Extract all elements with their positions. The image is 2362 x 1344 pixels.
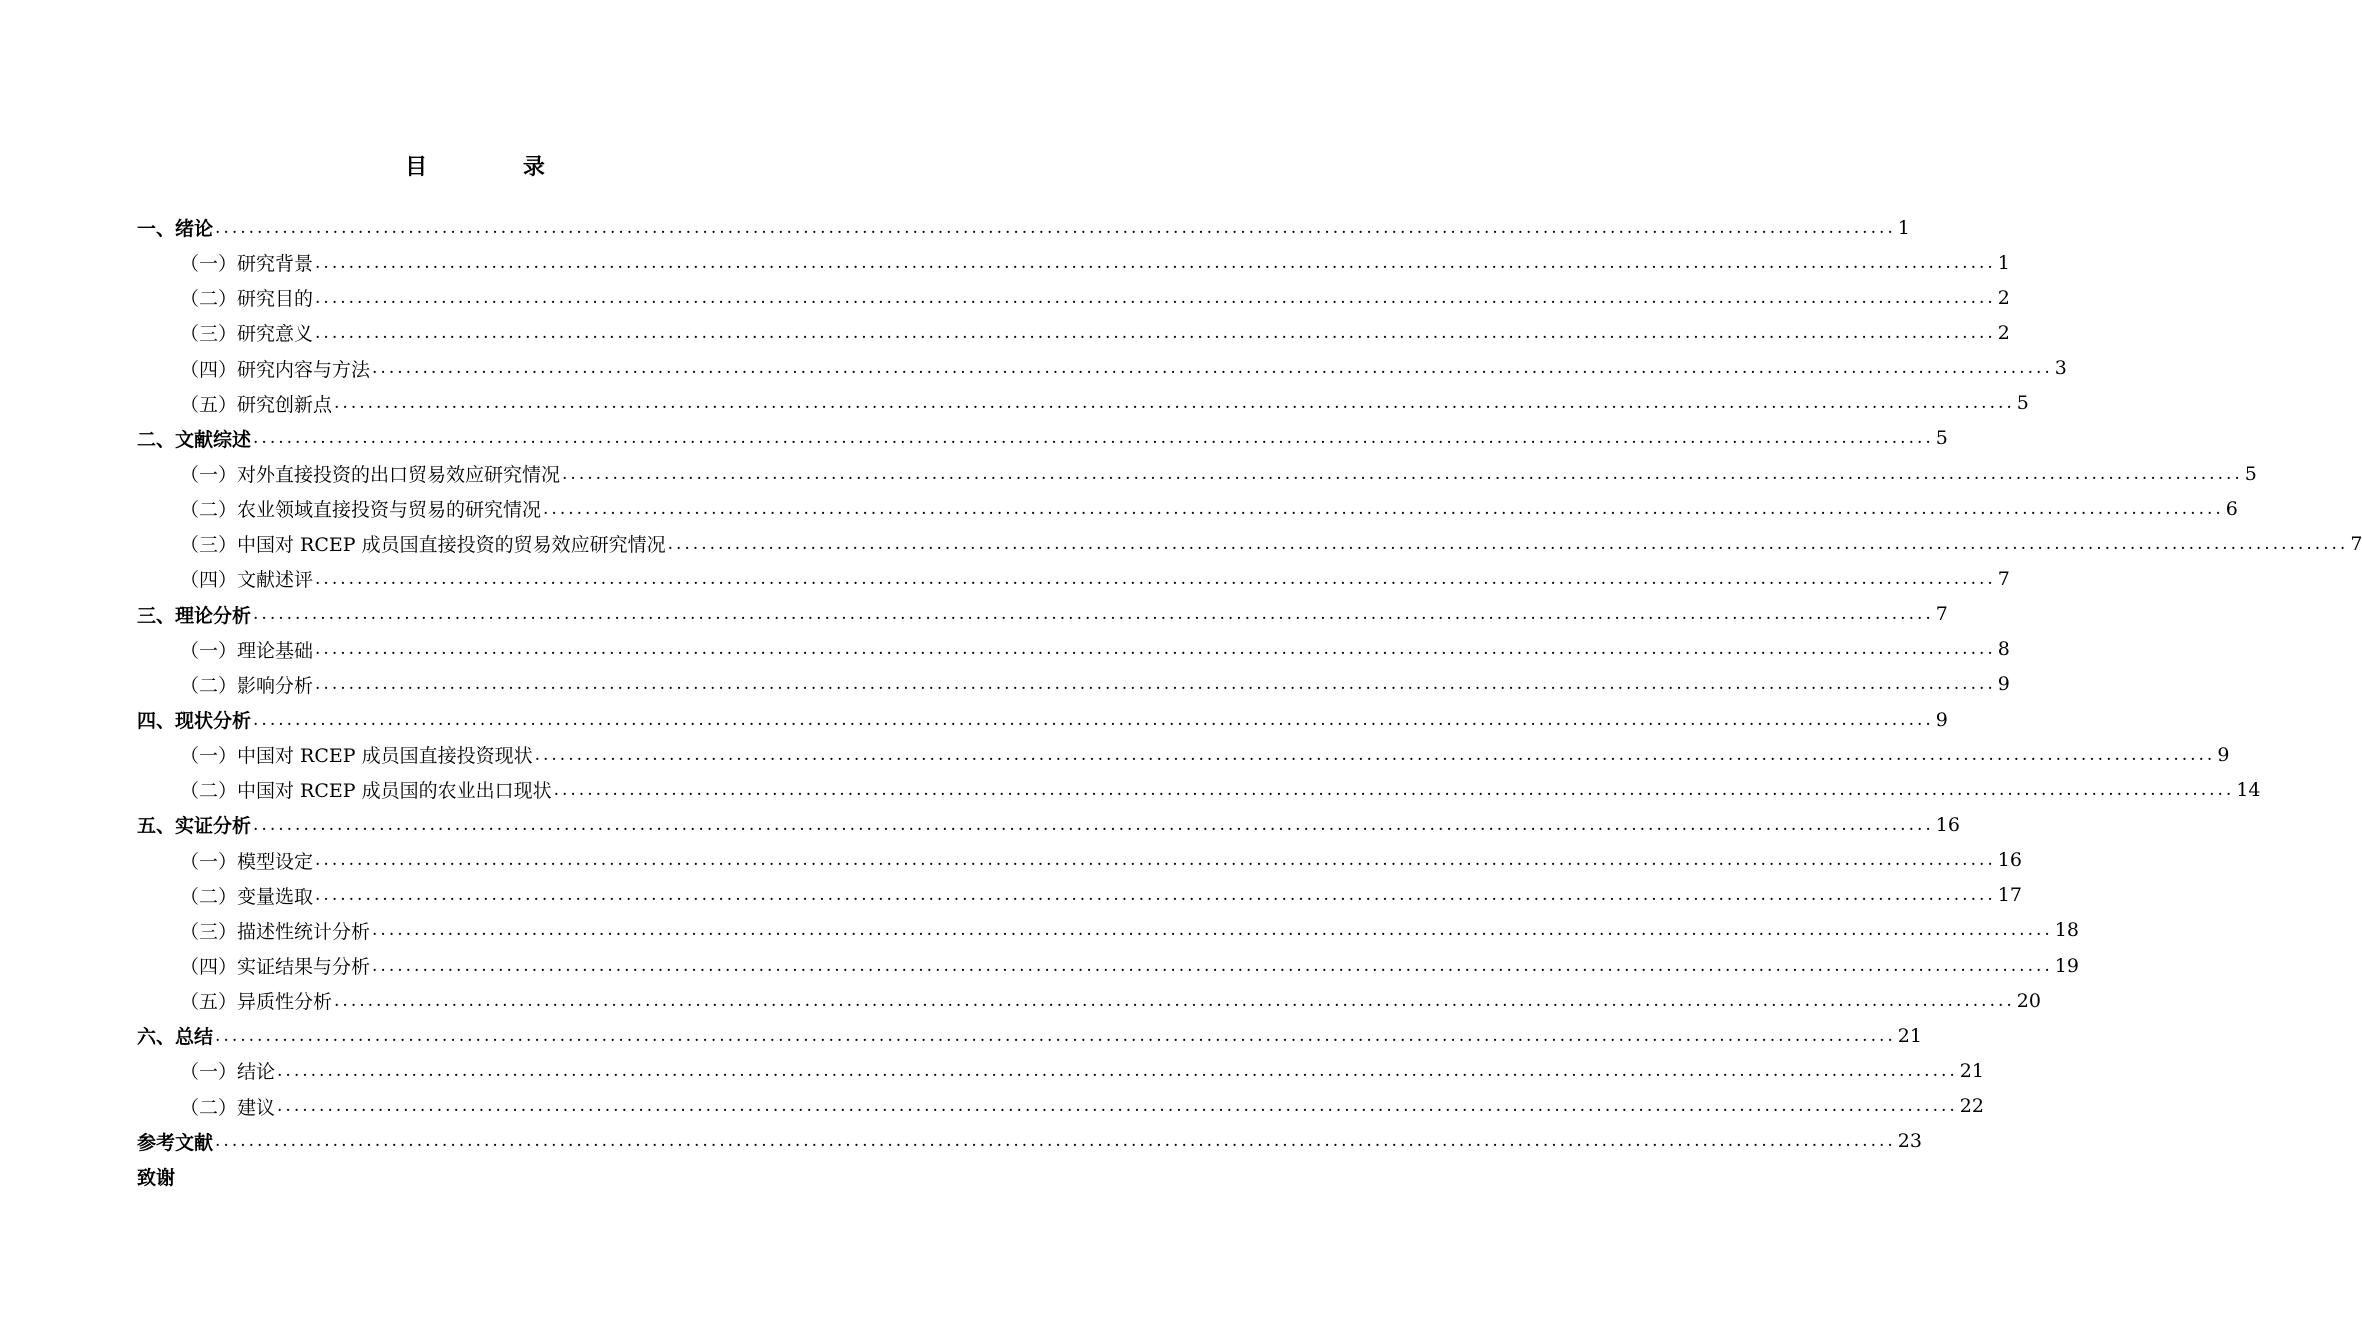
- toc-chapter-entry[interactable]: [137, 1159, 852, 1194]
- toc-leader-dots: ........................................................................................................................................................................................................: [562, 463, 2243, 484]
- toc-section-entry[interactable]: [137, 667, 2010, 702]
- toc-entry-label: （四）文献述评: [180, 569, 314, 592]
- toc-section-entry[interactable]: [137, 315, 2010, 350]
- toc-entry-label: 参考文献: [137, 1131, 214, 1154]
- toc-leader-dots: ........................................................................................................................................................................................................: [315, 568, 1996, 589]
- toc-section-entry[interactable]: [137, 456, 2257, 491]
- toc-section-entry[interactable]: [137, 843, 2022, 878]
- toc-leader-dots: ........................................................................................................................................................................................................: [215, 1025, 1896, 1046]
- toc-entry-label: 六、总结: [137, 1026, 214, 1049]
- toc-chapter-entry[interactable]: [137, 1124, 1922, 1159]
- toc-page-number: 19: [2054, 954, 2079, 977]
- toc-entry-label: （二）中国对 RCEP 成员国的农业出口现状: [180, 780, 552, 803]
- toc-section-entry[interactable]: [137, 913, 2079, 948]
- toc-entry-label: （四）实证结果与分析: [180, 956, 371, 979]
- toc-leader-dots: ........................................................................................................................................................................................................: [315, 252, 1996, 273]
- toc-page-number: 7: [2350, 532, 2362, 555]
- toc-entry-label: （一）研究背景: [180, 253, 314, 276]
- toc-page-number: 5: [1935, 427, 1948, 450]
- page-title: 目 录: [405, 155, 589, 180]
- toc-leader-dots: ........................................................................................................................................................................................................: [315, 322, 1996, 343]
- toc-leader-dots: ........................................................................................................................................................................................................: [277, 1096, 1958, 1117]
- toc-page-number: 16: [1997, 849, 2022, 872]
- toc-chapter-entry[interactable]: [137, 597, 1948, 632]
- toc-page-number: 9: [1997, 673, 2010, 696]
- toc-section-entry[interactable]: [137, 245, 2010, 280]
- toc-entry-label: （一）对外直接投资的出口贸易效应研究情况: [180, 464, 561, 487]
- toc-section-entry[interactable]: [137, 280, 2010, 315]
- toc-page-number: 9: [1935, 708, 1948, 731]
- toc-entry-label: （三）描述性统计分析: [180, 920, 371, 943]
- toc-chapter-entry[interactable]: [137, 702, 1948, 737]
- toc-page-number: 16: [1935, 813, 1960, 836]
- toc-entry-label: （二）影响分析: [180, 674, 314, 697]
- toc-page-number: 9: [2217, 743, 2230, 766]
- toc-leader-dots: ........................................................................................................................................................................................................: [277, 1060, 1958, 1081]
- toc-entry-label: （三）研究意义: [180, 323, 314, 346]
- toc-entry-label: 二、文献综述: [137, 428, 252, 451]
- toc-page-number: 21: [1897, 1024, 1922, 1047]
- toc-leader-dots: ........................................................................................................................................................................................................: [553, 779, 2235, 800]
- toc-section-entry[interactable]: [137, 948, 2079, 983]
- toc-entry-label: （二）农业领域直接投资与贸易的研究情况: [180, 499, 542, 522]
- toc-entry-label: （二）研究目的: [180, 288, 314, 311]
- toc-entry-label: （四）研究内容与方法: [180, 358, 371, 381]
- toc-page-number: 7: [1997, 567, 2010, 590]
- toc-page-number: 5: [2016, 392, 2029, 415]
- toc-leader-dots: ........................................................................................................................................................................................................: [667, 533, 2349, 554]
- toc-section-entry[interactable]: [137, 1053, 1984, 1088]
- toc-page-number: 8: [1997, 638, 2010, 661]
- toc-leader-dots: ........................................................................................................................................................................................................: [253, 709, 1934, 730]
- table-of-contents: [137, 210, 2362, 1194]
- toc-chapter-entry[interactable]: [137, 421, 1948, 456]
- toc-leader-dots: ........................................................................................................................................................................................................: [253, 814, 1934, 835]
- toc-section-entry[interactable]: [137, 561, 2010, 596]
- toc-leader-dots: ........................................................................................................................................................................................................: [334, 393, 2015, 414]
- toc-section-entry[interactable]: [137, 772, 2261, 807]
- toc-page-number: 17: [1997, 884, 2022, 907]
- toc-leader-dots: ........................................................................................................................................................................................................: [253, 604, 1934, 625]
- toc-section-entry[interactable]: [137, 737, 2230, 772]
- toc-entry-label: （一）理论基础: [180, 639, 314, 662]
- toc-page-number: 6: [2225, 497, 2238, 520]
- toc-section-entry[interactable]: [137, 386, 2029, 421]
- toc-section-entry[interactable]: [137, 1089, 1984, 1124]
- toc-page-number: 22: [1959, 1095, 1984, 1118]
- toc-page-number: 20: [2016, 989, 2041, 1012]
- toc-section-entry[interactable]: [137, 526, 2362, 561]
- toc-section-entry[interactable]: [137, 491, 2238, 526]
- toc-entry-label: （五）异质性分析: [180, 991, 333, 1014]
- toc-leader-dots: ........................................................................................................................................................................................................: [372, 358, 2053, 379]
- toc-entry-label: 四、现状分析: [137, 710, 252, 733]
- toc-leader-dots: ........................................................................................................................................................................................................: [315, 850, 1996, 871]
- toc-leader-dots: ........................................................................................................................................................................................................: [372, 955, 2053, 976]
- toc-leader-dots: ........................................................................................................................................................................................................: [543, 498, 2224, 519]
- toc-entry-label: （一）中国对 RCEP 成员国直接投资现状: [180, 745, 533, 768]
- toc-leader-dots: ........................................................................................................................................................................................................: [253, 428, 1934, 449]
- toc-entry-label: （一）模型设定: [180, 850, 314, 873]
- toc-section-entry[interactable]: [137, 878, 2022, 913]
- toc-page-number: 2: [1997, 286, 2010, 309]
- toc-page-number: 14: [2236, 778, 2261, 801]
- toc-section-entry[interactable]: [137, 632, 2010, 667]
- toc-entry-label: （二）变量选取: [180, 885, 314, 908]
- toc-entry-label: 一、绪论: [137, 218, 214, 241]
- toc-leader-dots: ........................................................................................................................................................................................................: [315, 674, 1996, 695]
- toc-page-number: 2: [1997, 321, 2010, 344]
- toc-entry-label: （三）中国对 RCEP 成员国直接投资的贸易效应研究情况: [180, 534, 666, 557]
- toc-leader-dots: ........................................................................................................................................................................................................: [334, 990, 2015, 1011]
- toc-entry-label: 三、理论分析: [137, 604, 252, 627]
- toc-section-entry[interactable]: [137, 983, 2041, 1018]
- toc-page-number: 23: [1897, 1130, 1922, 1153]
- toc-chapter-entry[interactable]: [137, 1018, 1922, 1053]
- toc-page-number: 5: [2244, 462, 2257, 485]
- toc-leader-dots: ........................................................................................................................................................................................................: [315, 885, 1996, 906]
- toc-leader-dots: ........................................................................................................................................................................................................: [372, 920, 2053, 941]
- toc-leader-dots: ........................................................................................................................................................................................................: [315, 639, 1996, 660]
- toc-entry-label: 致谢: [137, 1166, 176, 1189]
- toc-entry-label: （二）建议: [180, 1096, 276, 1119]
- toc-section-entry[interactable]: [137, 351, 2067, 386]
- toc-leader-dots: ........................................................................................................................................................................................................: [215, 217, 1896, 238]
- toc-leader-dots: ........................................................................................................................................................................................................: [534, 744, 2216, 765]
- toc-entry-label: 五、实证分析: [137, 815, 252, 838]
- toc-leader-dots: ........................................................................................................................................................................................................: [315, 287, 1996, 308]
- toc-chapter-entry[interactable]: [137, 210, 1910, 245]
- toc-page-number: 18: [2054, 919, 2079, 942]
- toc-page-number: 7: [1935, 603, 1948, 626]
- toc-leader-dots: ........................................................................................................................................................................................................: [215, 1131, 1896, 1152]
- toc-page-number: 1: [1897, 216, 1910, 239]
- toc-page-number: 21: [1959, 1059, 1984, 1082]
- toc-entry-label: （五）研究创新点: [180, 393, 333, 416]
- toc-page-number: 3: [2054, 357, 2067, 380]
- toc-page-number: 1: [1997, 251, 2010, 274]
- toc-entry-label: （一）结论: [180, 1061, 276, 1084]
- toc-chapter-entry[interactable]: [137, 807, 1960, 842]
